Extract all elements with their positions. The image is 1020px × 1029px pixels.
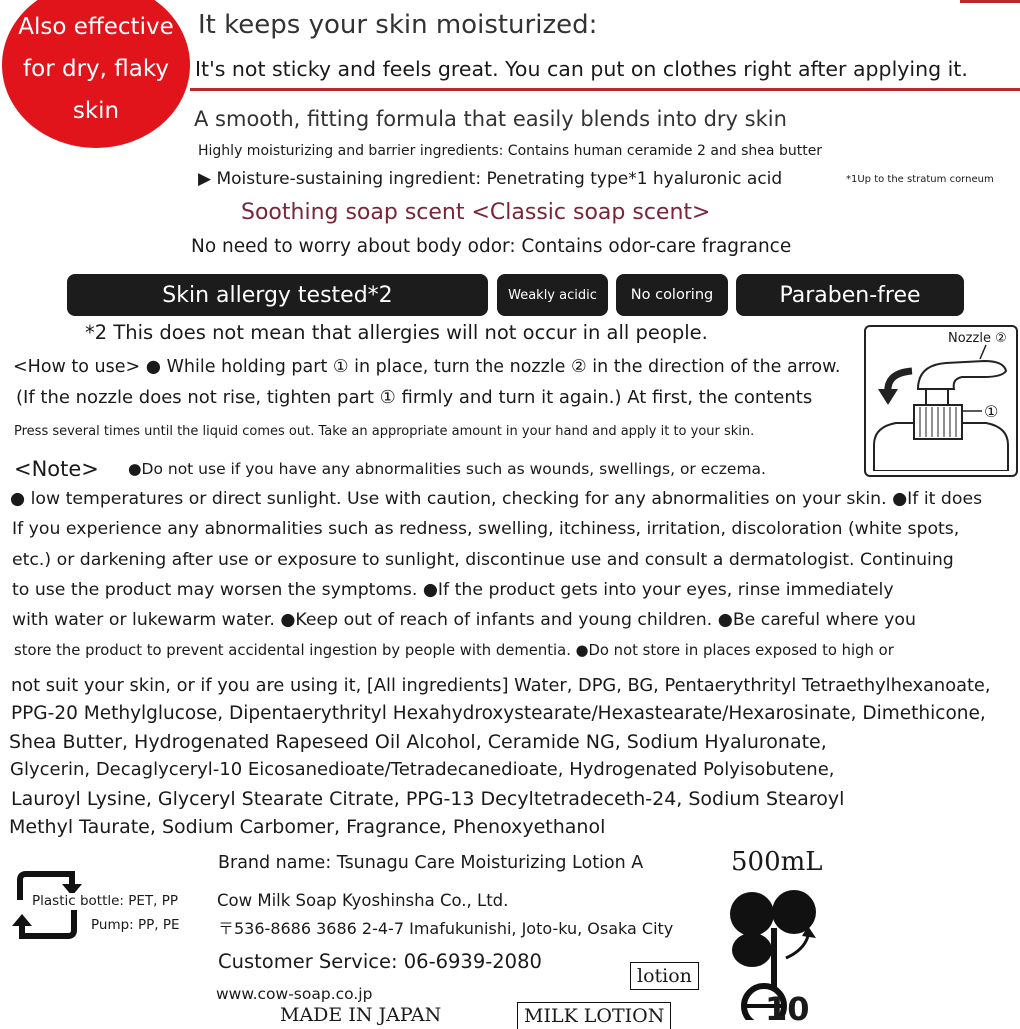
badge-line-3: skin [72, 98, 120, 124]
scent-line: No need to worry about body odor: Contains odor-care fragrance [191, 236, 792, 257]
note-line-5: to use the product may worsen the symptoms. ●If the product gets into your eyes, rinse immediately [12, 580, 894, 600]
header-subtitle: It's not sticky and feels great. You can put on clothes right after applying it. [195, 57, 968, 81]
company-address: 〒536-8686 3686 2-4-7 Imafukunishi, Joto-ku, Osaka City [218, 919, 674, 938]
milk-lotion-label: MILK LOTION [517, 1002, 671, 1029]
note-line-1: ●Do not use if you have any abnormalities such as wounds, swellings, or eczema. [128, 460, 766, 478]
ingredients-line-3: Shea Butter, Hydrogenated Rapeseed Oil Alcohol, Ceramide NG, Sodium Hyaluronate, [9, 731, 827, 753]
volume: 500mL [731, 847, 823, 877]
footnote-2: *2 This does not mean that allergies will not occur in all people. [85, 321, 708, 344]
footnote-1: *1Up to the stratum corneum [846, 174, 994, 185]
pump-bottle-icon [866, 327, 1012, 471]
recycle-bottle: Plastic bottle: PET, PP [32, 893, 179, 909]
top-red-rule [960, 0, 1020, 3]
header-red-rule [190, 88, 1020, 91]
ingredients-line-2: PPG-20 Methylglucose, Dipentaerythrityl Hexahydroxystearate/Hexastearate/Hexarosinate, Dimethicone, [11, 703, 986, 724]
note-line-6: with water or lukewarm water. ●Keep out of reach of infants and young children. ●Be careful where you [12, 610, 916, 630]
logo-number: 10 [765, 990, 810, 1028]
badge-line-1: Also effective [18, 14, 174, 40]
pill-paraben-free: Paraben-free [736, 274, 964, 316]
ingredients-line-5: Lauroyl Lysine, Glyceryl Stearate Citrate, PPG-13 Decyltetradeceth-24, Sodium Stearoyl [11, 788, 845, 810]
how-to-use-line-1: <How to use> ● While holding part ① in place, turn the nozzle ② in the direction of the arrow. [13, 357, 841, 377]
ingredients-line-4: Glycerin, Decaglyceryl-10 Eicosanedioate/Tetradecanedioate, Hydrogenated Polyisobutene, [10, 759, 835, 780]
company-name: Cow Milk Soap Kyoshinsha Co., Ltd. [217, 891, 509, 910]
ingredients-line-1: not suit your skin, or if you are using it, [All ingredients] Water, DPG, BG, Pentaerythrityl Tetraethylhexanoate, [11, 675, 991, 696]
made-in-japan: MADE IN JAPAN [280, 1004, 442, 1026]
formula-line-2: ▶ Moisture-sustaining ingredient: Penetrating type*1 hyaluronic acid [198, 169, 783, 189]
recycle-pump: Pump: PP, PE [91, 917, 180, 933]
brand-name: Brand name: Tsunagu Care Moisturizing Lotion A [218, 853, 644, 873]
formula-line-1: Highly moisturizing and barrier ingredients: Contains human ceramide 2 and shea butter [198, 143, 823, 159]
note-line-7: store the product to prevent accidental ingestion by people with dementia. ●Do not store in places exposed to high or [14, 642, 894, 659]
nozzle-diagram [864, 325, 1018, 477]
lotion-label: lotion [630, 962, 699, 990]
note-label: <Note> [14, 457, 99, 481]
ingredients-line-6: Methyl Taurate, Sodium Carbomer, Fragrance, Phenoxyethanol [9, 816, 606, 838]
header-title: It keeps your skin moisturized: [198, 10, 598, 40]
note-line-2: ● low temperatures or direct sunlight. Use with caution, checking for any abnormalities on your skin. ●If it does [10, 489, 983, 509]
badge-line-2: for dry, flaky [23, 56, 169, 82]
part-label: ① [984, 402, 999, 421]
dry-skin-badge [2, 0, 190, 148]
how-to-use-line-2: (If the nozzle does not rise, tighten part ① firmly and turn it again.) At first, the contents [16, 387, 813, 408]
pill-no-coloring: No coloring [616, 274, 728, 316]
nozzle-label: Nozzle ② [948, 331, 1007, 346]
pill-weakly-acidic: Weakly acidic [497, 274, 608, 316]
customer-service: Customer Service: 06-6939-2080 [218, 950, 542, 973]
scent-heading: Soothing soap scent <Classic soap scent> [241, 200, 711, 225]
how-to-use-line-3: Press several times until the liquid comes out. Take an appropriate amount in your hand and apply it to your skin. [14, 424, 755, 439]
note-line-3: If you experience any abnormalities such as redness, swelling, itchiness, irritation, discoloration (white spots, [12, 519, 960, 539]
formula-heading: A smooth, fitting formula that easily blends into dry skin [194, 107, 787, 131]
pill-allergy-tested: Skin allergy tested*2 [67, 274, 488, 316]
website[interactable]: www.cow-soap.co.jp [216, 985, 373, 1003]
note-line-4: etc.) or darkening after use or exposure to sunlight, discontinue use and consult a dermatologist. Continuing [12, 550, 954, 570]
